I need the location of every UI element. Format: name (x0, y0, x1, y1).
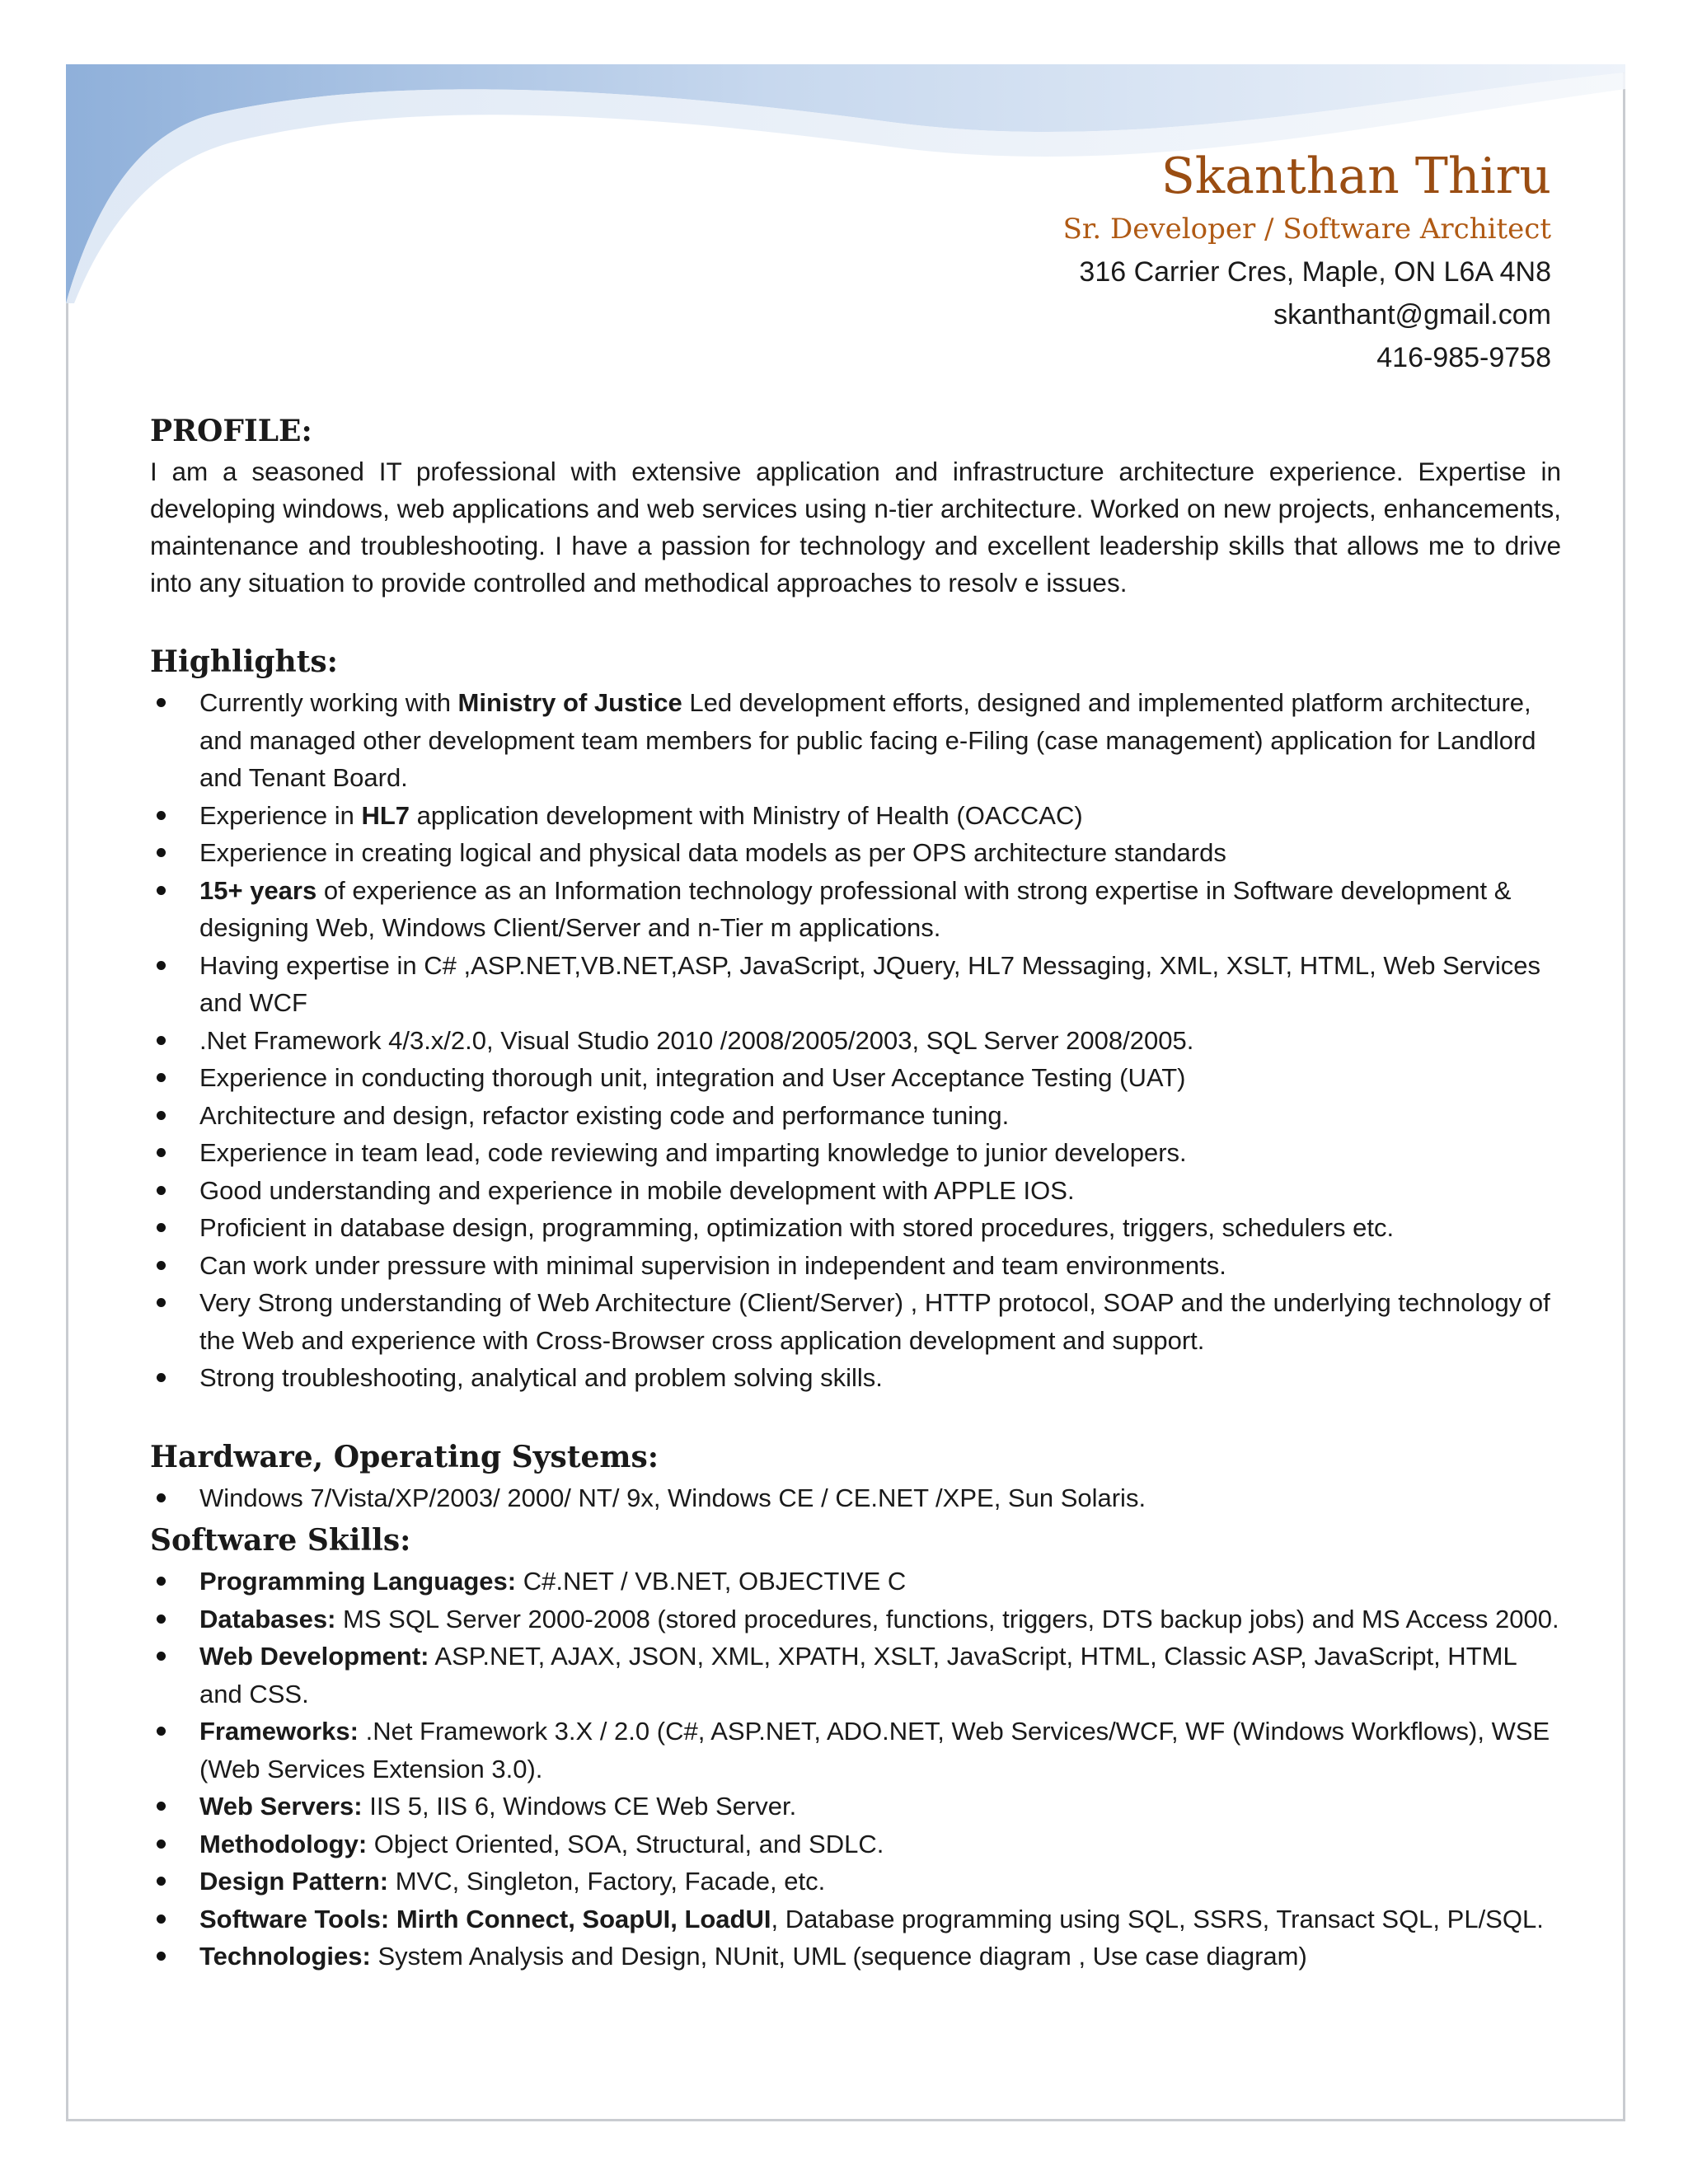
bullet-text: Architecture and design, refactor existing code and performance tuning. (199, 1100, 1010, 1130)
highlight-item (150, 947, 1561, 1022)
bullet-emphasis: Design Pattern: (199, 1867, 389, 1896)
highlight-item (150, 1284, 1561, 1359)
bullet-text: Experience in conducting thorough unit, integration and User Acceptance Testing (UAT) (199, 1063, 1186, 1092)
bullet-text: Can work under pressure with minimal supervision in independent and team environments. (199, 1250, 1226, 1280)
hardware-heading: Hardware, Operating Systems: (150, 1439, 659, 1474)
highlights-list (150, 684, 1561, 1397)
bullet-emphasis: HL7 (361, 800, 410, 830)
bullet-emphasis: 15+ years (199, 875, 317, 905)
highlight-item (150, 834, 1561, 872)
highlight-item (150, 1359, 1561, 1397)
bullet-text: .Net Framework 4/3.x/2.0, Visual Studio 2010 /2008/2005/2003, SQL Server 2008/2005. (199, 1025, 1194, 1055)
highlight-item (150, 1097, 1561, 1135)
highlight-item (150, 1247, 1561, 1285)
bullet-text: Very Strong understanding of Web Architecture (Client/Server) , HTTP protocol, SOAP and the underlying technology of the Web and experience with Cross-Browser cross application development and support. (199, 1288, 1550, 1355)
resume-body (150, 412, 1561, 1975)
bullet-text: Led development efforts, designed and implemented platform architecture, and managed other development team members for public facing e-Filing (case management) application for Landlord and Tenant Board. (199, 688, 1536, 792)
bullet-text: Strong troubleshooting, analytical and problem solving skills. (199, 1363, 883, 1392)
software-skill-item (150, 1788, 1561, 1825)
bullet-emphasis: Methodology: (199, 1829, 368, 1858)
software-skill-item (150, 1900, 1561, 1938)
bullet-text: ASP.NET, AJAX, JSON, XML, XPATH, XSLT, JavaScript, HTML, Classic ASP, JavaScript, HTML and CSS. (199, 1642, 1517, 1708)
bullet-emphasis: Databases: (199, 1604, 336, 1633)
profile-text: I am a seasoned IT professional with extensive application and infrastructure architecture experience. Expertise in developing windows, web applications and web services using n-tier architecture. Worked on new projects, enhancements, maintenance and troubleshooting. I have a passion for technology and excellent leadership skills that allows me to drive into any situation to provide controlled and methodical approaches to resolv e issues. (150, 457, 1561, 598)
software-skill-item (150, 1601, 1561, 1638)
bullet-emphasis: Web Development: (199, 1642, 429, 1671)
hardware-list (150, 1479, 1561, 1517)
software-skill-item (150, 1713, 1561, 1788)
phone: 416-985-9758 (1376, 342, 1551, 373)
bullet-text: of experience as an Information technology professional with strong expertise in Software development & designing Web, Windows Client/Server and n-Tier m applications. (199, 875, 1512, 942)
bullet-text: Having expertise in C# ,ASP.NET,VB.NET,ASP, JavaScript, JQuery, HL7 Messaging, XML, XSLT, HTML, Web Services and WCF (199, 950, 1541, 1017)
highlight-item (150, 1209, 1561, 1247)
software-skill-item (150, 1825, 1561, 1863)
bullet-emphasis: Technologies: (199, 1942, 371, 1971)
bullet-text: Proficient in database design, programming, optimization with stored procedures, triggers, schedulers etc. (199, 1213, 1395, 1242)
bullet-text: Experience in team lead, code reviewing and imparting knowledge to junior developers. (199, 1138, 1187, 1167)
candidate-role: Sr. Developer / Software Architect (1062, 213, 1551, 246)
highlight-item (150, 1059, 1561, 1097)
highlight-item (150, 684, 1561, 797)
address: 316 Carrier Cres, Maple, ON L6A 4N8 (1079, 256, 1551, 288)
profile-heading: PROFILE: (150, 414, 312, 448)
software-skill-item (150, 1563, 1561, 1601)
bullet-text: , Database programming using SQL, SSRS, Transact SQL, PL/SQL. (771, 1904, 1544, 1933)
bullet-text: Object Oriented, SOA, Structural, and SDLC. (367, 1829, 884, 1858)
software-list (150, 1563, 1561, 1975)
software-skill-item (150, 1938, 1561, 1975)
email: skanthant@gmail.com (1273, 299, 1551, 330)
software-skill-item (150, 1863, 1561, 1900)
bullet-text: MVC, Singleton, Factory, Facade, etc. (388, 1867, 826, 1896)
highlight-item (150, 1134, 1561, 1172)
bullet-text: Currently working with (199, 688, 458, 717)
software-heading: Software Skills: (150, 1523, 411, 1558)
bullet-text: MS SQL Server 2000-2008 (stored procedures, functions, triggers, DTS backup jobs) and MS Access 2000. (335, 1604, 1559, 1633)
highlight-item (150, 797, 1561, 835)
bullet-emphasis: Software Tools: Mirth Connect, SoapUI, LoadUI (199, 1904, 771, 1933)
bullet-emphasis: Programming Languages: (199, 1567, 517, 1596)
candidate-name: Skanthan Thiru (1160, 148, 1551, 205)
bullet-text: Experience in (199, 800, 362, 830)
software-skill-item (150, 1638, 1561, 1713)
highlights-heading: Highlights: (150, 644, 338, 679)
bullet-text: System Analysis and Design, NUnit, UML (sequence diagram , Use case diagram) (370, 1942, 1307, 1971)
highlight-item (150, 1022, 1561, 1060)
highlight-item (150, 1172, 1561, 1210)
bullet-emphasis: Ministry of Justice (457, 688, 682, 717)
bullet-text: C#.NET / VB.NET, OBJECTIVE C (516, 1567, 907, 1596)
bullet-text: Experience in creating logical and physical data models as per OPS architecture standards (199, 838, 1226, 867)
bullet-text: application development with Ministry of Health (OACCAC) (410, 800, 1083, 830)
bullet-text: Windows 7/Vista/XP/2003/ 2000/ NT/ 9x, Windows CE / CE.NET /XPE, Sun Solaris. (199, 1483, 1146, 1512)
highlight-item (150, 872, 1561, 947)
hardware-item (150, 1479, 1561, 1517)
bullet-emphasis: Web Servers: (199, 1792, 363, 1821)
resume-header (1063, 145, 1551, 379)
bullet-emphasis: Frameworks: (199, 1717, 359, 1746)
bullet-text: .Net Framework 3.X / 2.0 (C#, ASP.NET, ADO.NET, Web Services/WCF, WF (Windows Workflows), WSE (Web Services Extension 3.0). (199, 1717, 1550, 1783)
bullet-text: Good understanding and experience in mobile development with APPLE IOS. (199, 1175, 1075, 1205)
bullet-text: IIS 5, IIS 6, Windows CE Web Server. (362, 1792, 797, 1821)
